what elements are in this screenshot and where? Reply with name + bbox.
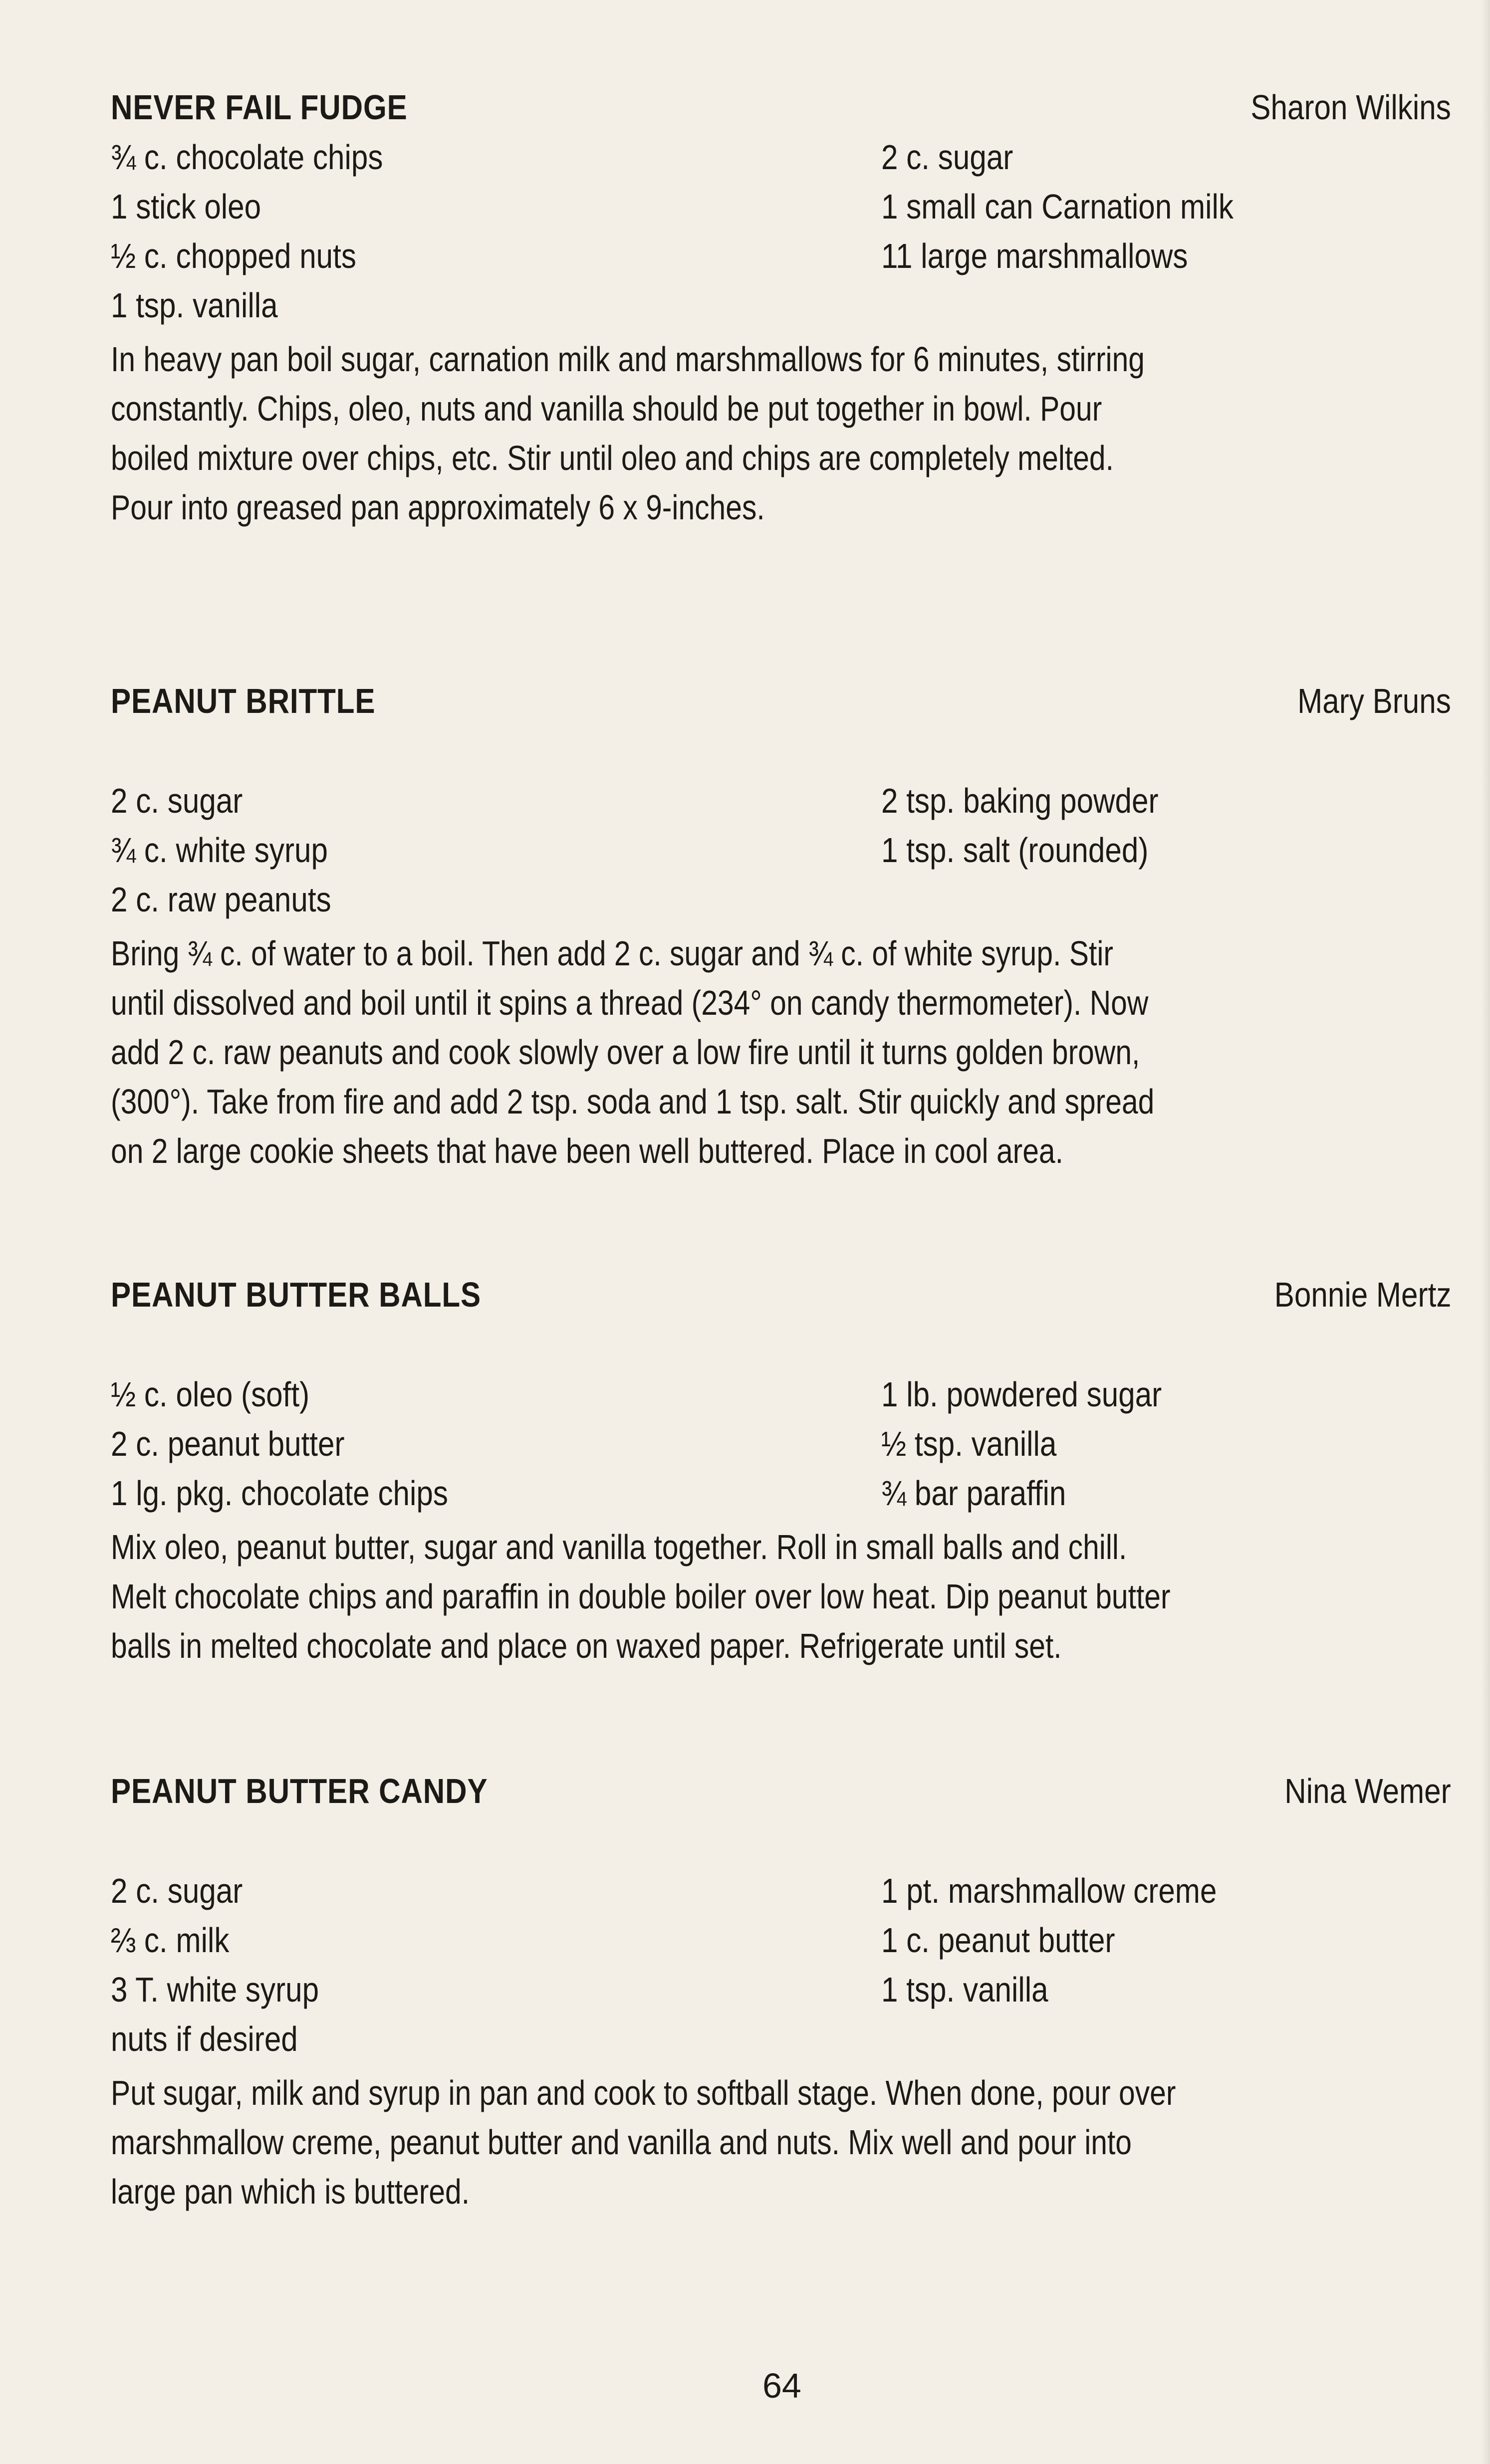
ingredient-row — [111, 781, 1451, 830]
ingredient-row — [111, 137, 1451, 187]
recipe-header — [111, 681, 1451, 781]
directions-line: Mix oleo, peanut butter, sugar and vanilla together. Roll in small balls and chill. — [111, 1528, 1127, 1567]
recipe-directions — [111, 335, 1451, 532]
ingredient: 1 small can Carnation milk — [881, 187, 1234, 226]
ingredient: 2 c. peanut butter — [111, 1424, 345, 1463]
directions-line: large pan which is buttered. — [111, 2172, 470, 2211]
recipe-title: NEVER FAIL FUDGE — [111, 88, 408, 127]
directions-line: Pour into greased pan approximately 6 x 9-inches. — [111, 488, 765, 527]
ingredient: 1 c. peanut butter — [881, 1921, 1115, 1960]
ingredient-row — [111, 1424, 1451, 1473]
ingredient: 2 c. sugar — [881, 138, 1013, 177]
ingredient-row — [111, 1374, 1451, 1424]
ingredient: 11 large marshmallows — [881, 236, 1188, 275]
ingredient: ¾ c. chocolate chips — [111, 138, 383, 177]
ingredient: 2 c. raw peanuts — [111, 880, 331, 919]
ingredient-row — [111, 1871, 1451, 1920]
ingredient-row — [111, 1920, 1451, 1970]
ingredient: ½ c. oleo (soft) — [111, 1375, 310, 1414]
ingredient: 2 c. sugar — [111, 1871, 243, 1910]
ingredient: 1 tsp. vanilla — [881, 1970, 1048, 2009]
ingredient: 1 lg. pkg. chocolate chips — [111, 1474, 448, 1513]
recipe-directions — [111, 1523, 1451, 1671]
recipe-directions — [111, 929, 1451, 1176]
ingredient: 1 tsp. salt (rounded) — [881, 831, 1149, 870]
recipe-title: PEANUT BUTTER CANDY — [111, 1772, 488, 1810]
recipe-header — [111, 1275, 1451, 1374]
recipe-author: Sharon Wilkins — [1250, 88, 1451, 127]
ingredient: 1 tsp. vanilla — [111, 286, 278, 325]
recipe-header — [111, 87, 1451, 137]
directions-line: marshmallow creme, peanut butter and vanilla and nuts. Mix well and pour into — [111, 2123, 1132, 2162]
ingredient-row — [111, 2019, 1451, 2068]
directions-line: add 2 c. raw peanuts and cook slowly over a low fire until it turns golden brown, — [111, 1033, 1140, 1072]
ingredient: nuts if desired — [111, 2019, 298, 2058]
recipe-title: PEANUT BRITTLE — [111, 681, 376, 720]
recipe-author: Bonnie Mertz — [1274, 1275, 1451, 1314]
page-edge-shadow — [1481, 0, 1490, 2464]
directions-line: boiled mixture over chips, etc. Stir until oleo and chips are completely melted. — [111, 439, 1114, 477]
directions-line: Bring ¾ c. of water to a boil. Then add 2 c. sugar and ¾ c. of white syrup. Stir — [111, 934, 1113, 973]
ingredient: 3 T. white syrup — [111, 1970, 319, 2009]
ingredient: 1 stick oleo — [111, 187, 261, 226]
recipe-title: PEANUT BUTTER BALLS — [111, 1275, 482, 1314]
recipe-never-fail-fudge — [111, 87, 1451, 532]
directions-line: constantly. Chips, oleo, nuts and vanilla should be put together in bowl. Pour — [111, 389, 1102, 428]
ingredient: ½ tsp. vanilla — [881, 1424, 1057, 1463]
ingredient-row — [111, 830, 1451, 880]
ingredient-row — [111, 285, 1451, 335]
ingredient: ¾ c. white syrup — [111, 831, 328, 870]
ingredient: 1 lb. powdered sugar — [881, 1375, 1162, 1414]
recipe-directions — [111, 2068, 1451, 2217]
recipe-author: Nina Wemer — [1284, 1772, 1451, 1810]
ingredient: 2 c. sugar — [111, 781, 243, 820]
recipe-peanut-butter-balls — [111, 1275, 1451, 1671]
ingredient-row — [111, 1970, 1451, 2019]
directions-line: Melt chocolate chips and paraffin in double boiler over low heat. Dip peanut butter — [111, 1577, 1171, 1616]
directions-line: balls in melted chocolate and place on waxed paper. Refrigerate until set. — [111, 1626, 1062, 1665]
ingredient-row — [111, 1473, 1451, 1523]
ingredient-row — [111, 236, 1451, 285]
recipe-header — [111, 1771, 1451, 1871]
ingredient: 1 pt. marshmallow creme — [881, 1871, 1217, 1910]
recipe-peanut-brittle — [111, 681, 1451, 1176]
directions-line: (300°). Take from fire and add 2 tsp. soda and 1 tsp. salt. Stir quickly and spread — [111, 1082, 1155, 1121]
ingredient: 2 tsp. baking powder — [881, 781, 1159, 820]
directions-line: on 2 large cookie sheets that have been well buttered. Place in cool area. — [111, 1131, 1063, 1170]
ingredient: ⅔ c. milk — [111, 1921, 230, 1960]
page-number: 64 — [762, 2366, 801, 2405]
directions-line: until dissolved and boil until it spins a thread (234° on candy thermometer). Now — [111, 983, 1149, 1022]
recipe-peanut-butter-candy — [111, 1771, 1451, 2217]
ingredient: ¾ bar paraffin — [881, 1474, 1066, 1513]
directions-line: Put sugar, milk and syrup in pan and cook to softball stage. When done, pour over — [111, 2073, 1176, 2112]
recipe-author: Mary Bruns — [1297, 681, 1451, 720]
ingredient: ½ c. chopped nuts — [111, 236, 356, 275]
ingredient-row — [111, 187, 1451, 236]
ingredient-row — [111, 880, 1451, 929]
directions-line: In heavy pan boil sugar, carnation milk and marshmallows for 6 minutes, stirring — [111, 340, 1145, 379]
